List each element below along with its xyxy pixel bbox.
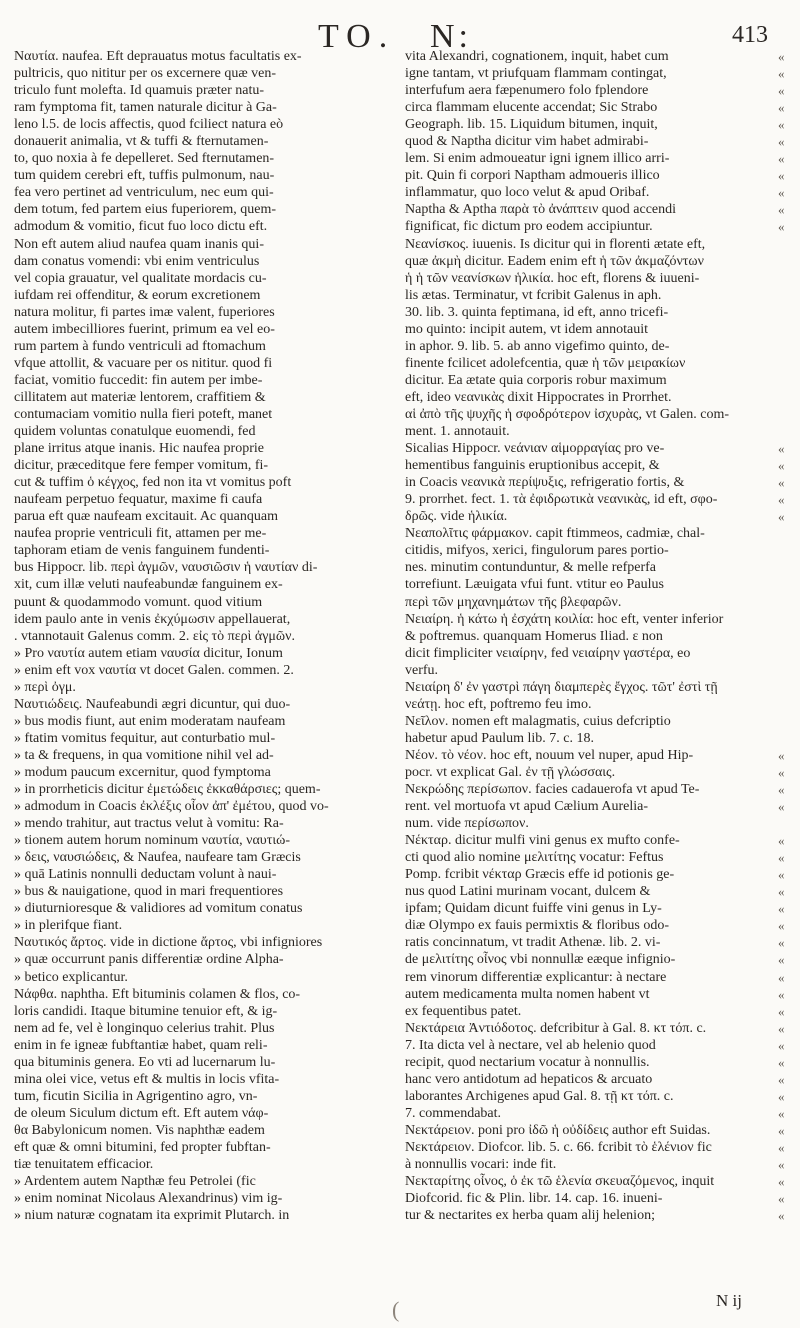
margin-quote-mark: « xyxy=(778,475,785,491)
margin-quote-mark: « xyxy=(778,1003,785,1019)
right-column-line: verfu. xyxy=(405,662,439,678)
margin-quote-mark: « xyxy=(778,884,785,900)
left-column-line: Ναυτία. naufea. Eft deprauatus motus facultatis ex- xyxy=(14,49,302,64)
margin-quote-mark: « xyxy=(778,134,785,150)
right-column-line: ἡ ἡ τῶν νεανίσκων ἡλικία. hoc eft, florens & iuueni- xyxy=(405,270,700,286)
right-column-line: hementibus fanguinis eruptionibus accepit, & xyxy=(405,458,660,474)
margin-quote-mark: « xyxy=(778,952,785,968)
margin-quote-mark: « xyxy=(778,117,785,133)
right-column-line: περὶ τῶν μηχανημάτων τῆς βλεφαρῶν. xyxy=(405,594,622,610)
left-column-line: iufdam rei offenditur, & eorum excretionem xyxy=(14,287,261,303)
margin-quote-mark xyxy=(778,236,798,253)
page-number: 413 xyxy=(732,22,768,48)
margin-quote-mark: « xyxy=(778,1088,785,1104)
left-column-line: » in plerifque fiant. xyxy=(14,918,123,934)
margin-quote-mark: « xyxy=(778,509,785,525)
left-column-line: tiæ tenuitatem efficacior. xyxy=(14,1157,154,1173)
right-column-line: interfufum aera fæpenumero folo fplendore xyxy=(405,83,649,99)
left-column-line: dam conatus vomendi: vbi enim ventriculus xyxy=(14,253,260,269)
left-column-line: » diuturnioresque & validiores ad vomitum conatus xyxy=(14,901,303,917)
right-column-line: αἱ ἀπὸ τῆς ψυχῆς ἡ σφοδρότερον ἰσχυρὰς, vt Galen. com- xyxy=(405,406,730,422)
margin-quote-mark: « xyxy=(778,918,785,934)
margin-quote-mark xyxy=(778,372,798,389)
left-column-line: » ta & frequens, in qua vomitione nihil vel ad- xyxy=(14,747,274,763)
margin-quote-mark: « xyxy=(778,969,785,985)
left-column-line: leno l.5. de locis affectis, quod fciliect natura eò xyxy=(14,117,284,133)
margin-quote-mark: « xyxy=(778,1191,785,1207)
right-column-line: ex fequentibus patet. xyxy=(405,1003,522,1019)
right-column-line: 7. Ita dicta vel à nectare, vel ab helenio quod xyxy=(405,1037,656,1053)
right-column-line: num. vide περίσωπον. xyxy=(405,816,529,832)
margin-quote-mark: « xyxy=(778,1157,785,1173)
right-column-line: hanc vero antidotum ad hepaticos & arcuato xyxy=(405,1071,653,1087)
right-column-line: vita Alexandri, cognationem, inquit, habet cum xyxy=(405,49,669,64)
right-column-line: Νειαίρη. ἡ κάτω ἡ ἐσχάτη κοιλία: hoc eft, venter inferior xyxy=(405,611,724,627)
right-column-line: autem medicamenta multa nomen habent vt xyxy=(405,986,650,1002)
margin-quote-mark: « xyxy=(778,441,785,457)
left-column-line: bus Hippocr. lib. περὶ ἀγμῶν, ναυσιῶσιν ἡ ναυτίαν di- xyxy=(14,560,318,576)
right-column-line: lis ætas. Terminatur, vt fcribit Galenus in aph. xyxy=(405,287,662,303)
margin-quote-mark: « xyxy=(778,764,785,780)
margin-quote-mark xyxy=(778,423,798,440)
left-column-line: Ναυτικός ἄρτος. vide in dictione ἄρτος, vbi infigniores xyxy=(14,935,323,951)
margin-quote-mark: « xyxy=(778,219,785,235)
right-column-line: Νεκτάρεια Ἀντιόδοτος. defcribitur à Gal. 8. κτ τόπ. c. xyxy=(405,1020,707,1036)
running-head xyxy=(0,18,800,55)
left-column-line: » Pro ναυτία autem etiam ναυσία dicitur, Ionum xyxy=(14,645,283,661)
left-column-line: » quæ occurrunt panis differentiæ ordine Alpha- xyxy=(14,952,284,968)
left-column-line: Non eft autem aliud naufea quam inanis qui- xyxy=(14,236,264,252)
margin-quote-mark xyxy=(778,270,798,287)
running-head-right: N: xyxy=(430,18,472,55)
left-column-line: Ναυτιώδεις. Naufeabundi ægri dicuntur, qui duo- xyxy=(14,696,291,712)
margin-quote-mark: « xyxy=(778,1020,785,1036)
margin-quote-mark: « xyxy=(778,100,785,116)
left-column-line: » περὶ ὀγμ. xyxy=(14,679,76,695)
right-column-line: pocr. vt explicat Gal. ἐν τῇ γλώσσαις. xyxy=(405,764,616,780)
margin-quote-mark: « xyxy=(778,1105,785,1121)
left-column-line: » admodum in Coacis ἐκλέξις οἷον ἀπ' ἐμέτου, quod vo- xyxy=(14,799,329,815)
left-column-line: puunt & quodammodo vomunt. quod vitium xyxy=(14,594,263,610)
left-column-line: dicitur, præceditque fere femper vomitum, fi- xyxy=(14,458,269,474)
bottom-mark: ( xyxy=(392,1297,400,1322)
left-column-line: » mendo trahitur, aut tractus velut à vomitu: Ra- xyxy=(14,816,284,832)
left-column-line: qua bituminis genera. Eo vti ad lucernarum lu- xyxy=(14,1054,276,1070)
left-column-line: parua eft quæ naufeam excitauit. Ac quanquam xyxy=(14,509,278,525)
right-column-line: pit. Quin fi corpori Naptham admoueris illico xyxy=(405,168,660,184)
left-column-line: vfque attollit, & vacuare per os nititur. quod fi xyxy=(14,355,273,371)
right-column-line: 9. prorrhet. fect. 1. τὰ ἐφιδρωτικὰ νεανικὰς, id eft, σφο- xyxy=(405,492,718,508)
right-column-line: Νεκτάρειον. Diofcor. lib. 5. c. 66. fcribit τὸ ἑλένιον fic xyxy=(405,1140,712,1155)
margin-quote-mark: « xyxy=(778,850,785,866)
left-column-line: loris candidi. Itaque bitumine tenuior eft, & ig- xyxy=(14,1003,278,1019)
left-column-line: cut & tuffim ὁ κέγχος, fed non ita vt vomitus poft xyxy=(14,475,292,491)
margin-quote-mark: « xyxy=(778,83,785,99)
left-column-line: faciat, vomitio fuccedit: fin autem per imbe- xyxy=(14,372,263,388)
left-column-line: xit, cum illæ veluti naufeabundæ fanguinem ex- xyxy=(14,577,283,593)
right-column-line: rent. vel mortuofa vt apud Cælium Aurelia- xyxy=(405,799,649,815)
margin-quote-mark: « xyxy=(778,49,785,64)
right-column-line: 7. commendabat. xyxy=(405,1105,502,1121)
left-column-line: tum quidem cerebri eft, tuffis pulmonum, nau- xyxy=(14,168,275,184)
margin-quote-mark xyxy=(778,576,798,593)
left-column-line: ram fymptoma fit, tamen naturale dicitur à Ga- xyxy=(14,100,277,116)
right-column-line: Geograph. lib. 15. Liquidum bitumen, inquit, xyxy=(405,117,658,133)
margin-quote-mark xyxy=(778,696,798,713)
left-column-line: » betico explicantur. xyxy=(14,969,128,985)
right-column-line: citidis, mifyos, xerici, fingulorum pares portio- xyxy=(405,543,669,559)
left-column-line: de oleum Siculum dictum eft. Eft autem νάφ- xyxy=(14,1105,269,1121)
right-column-line: inflammatur, quo loco velut & apud Oribaf. xyxy=(405,185,650,201)
margin-quote-mark: « xyxy=(778,1071,785,1087)
right-column xyxy=(405,48,771,1224)
right-column-line: Νεαπολῖτις φάρμακον. capit ftimmeos, cadmiæ, chal- xyxy=(405,526,705,542)
right-column-line: tur & nectarites ex herba quam alij helenion; xyxy=(405,1208,655,1224)
left-column-line: quidem voluntas conatulque euomendi, fed xyxy=(14,424,256,440)
margin-quote-mark xyxy=(778,304,798,321)
margin-quote-mark: « xyxy=(778,799,785,815)
left-column-line: . vtannotauit Galenus comm. 2. εἰς τὸ περὶ ἀγμῶν. xyxy=(14,628,295,644)
right-column-line: finente fcilicet adolefcentia, quæ ἡ τῶν μειρακίων xyxy=(405,355,686,371)
left-column-line: admodum & vomitio, ficut fuo loco dictu eft. xyxy=(14,219,268,235)
margin-quote-mark xyxy=(778,679,798,696)
right-column-line: Νέον. τὸ νέον. hoc eft, nouum vel nuper, apud Hip- xyxy=(405,747,694,763)
left-column-line: taphoram etiam de venis fanguinem fundenti- xyxy=(14,543,270,559)
right-column-line: Νέκταρ. dicitur mulfi vini genus ex mufto confe- xyxy=(405,833,680,849)
margin-quote-mark xyxy=(778,542,798,559)
margin-quote-mark xyxy=(778,355,798,372)
right-column-line: eft, ideo νεανικὰς dixit Hippocrates in Prorrhet. xyxy=(405,389,672,405)
margin-quote-mark xyxy=(778,287,798,304)
margin-quote-mark: « xyxy=(778,833,785,849)
margin-quote-mark: « xyxy=(778,901,785,917)
margin-quote-mark xyxy=(778,611,798,628)
left-column-line: triculo funt molefta. Id quamuis præter natu- xyxy=(14,83,264,99)
right-column-line: nus quod Latini murinam vocant, dulcem & xyxy=(405,884,651,900)
margin-quote-mark: « xyxy=(778,66,785,82)
left-column-line: tum, ficutin Sicilia in Agrigentino agro, vn- xyxy=(14,1088,258,1104)
left-column-line: » quā Latinis nonnulli deductam volunt à naui- xyxy=(14,867,277,883)
right-column-line: Νεκτάρειον. poni pro ἰδῶ ἡ οὐδίδεις author eft Suidas. xyxy=(405,1122,711,1138)
left-column-line: » bus modis fiunt, aut enim moderatam naufeam xyxy=(14,713,286,729)
right-column-line: lem. Si enim admoueatur igni ignem illico arri- xyxy=(405,151,670,167)
right-column-line: ment. 1. annotauit. xyxy=(405,424,510,440)
margin-quote-mark xyxy=(778,730,798,747)
left-column-line: » Ardentem autem Napthæ feu Petrolei (fic xyxy=(14,1174,256,1190)
right-column-line: laborantes Archigenes apud Gal. 8. τῇ κτ τόπ. c. xyxy=(405,1088,674,1104)
margin-quote-mark: « xyxy=(778,1208,785,1224)
right-column-line: in aphor. 9. lib. 5. ab anno vigefimo quinto, de- xyxy=(405,338,670,354)
left-column-line: natura molitur, fi partes imæ valent, fuperiores xyxy=(14,304,275,320)
margin-quote-mark: « xyxy=(778,185,785,201)
right-column-line: à nonnullis vocari: inde fit. xyxy=(405,1157,557,1173)
margin-quote-mark xyxy=(778,253,798,270)
right-column-line: quæ ἀκμὴ dicitur. Eadem enim eft ἡ τῶν ἀκμαζόντων xyxy=(405,253,704,269)
right-column-line: in Coacis νεανικὰ περίψυξις, refrigeratio fortis, & xyxy=(405,475,685,491)
margin-quote-mark xyxy=(778,628,798,645)
margin-quote-mark: « xyxy=(778,492,785,508)
margin-quote-mark: « xyxy=(778,151,785,167)
margin-quote-mark xyxy=(778,525,798,542)
left-column-line: vel copia grauatur, vel qualitate mordacis cu- xyxy=(14,270,267,286)
margin-quote-mark xyxy=(778,338,798,355)
right-column-line: Νεκρώδης περίσωπον. facies cadauerofa vt apud Te- xyxy=(405,782,700,798)
margin-quote-mark xyxy=(778,406,798,423)
margin-quote-mark xyxy=(778,389,798,406)
margin-quote-mark: « xyxy=(778,1140,785,1155)
left-column-line: plane irritus atque inanis. Hic naufea proprie xyxy=(14,441,264,457)
margin-quote-mark xyxy=(778,645,798,662)
margin-quote-mark xyxy=(778,321,798,338)
right-column-line: fignificat, fic dictum pro eodem accipiuntur. xyxy=(405,219,653,235)
right-column-line: quod & Naptha dicitur vim habet admirabi- xyxy=(405,134,649,150)
right-column-line: dicitur. Ea ætate quia corporis robur maximum xyxy=(405,372,667,388)
margin-quote-mark: « xyxy=(778,935,785,951)
left-column-line: θα Babylonicum nomen. Vis naphthæ eadem xyxy=(14,1122,265,1138)
right-column-line: δρῶς. vide ἡλικία. xyxy=(405,509,508,525)
right-column-line: de μελιτίτης οἶνος vbi nonnullæ eæque infignio- xyxy=(405,952,676,968)
margin-quote-mark: « xyxy=(778,458,785,474)
right-column-line: torrefiunt. Læuigata vfui funt. vtitur eo Paulus xyxy=(405,577,664,593)
right-column-line: nes. minutim contunduntur, & melle refperfa xyxy=(405,560,656,576)
right-column-line: cti quod alio nomine μελιτίτης vocatur: Feftus xyxy=(405,850,664,866)
right-column-line: ipfam; Quidam dicunt fuiffe vini genus in Ly- xyxy=(405,901,662,917)
left-column-line: » in prorrheticis dicitur ἐμετώδεις ἐκκαθάρσιες; quem- xyxy=(14,782,321,798)
left-column-line: dem totum, fed partem eius fuperiorem, quem- xyxy=(14,202,277,218)
right-column-line: dicit fimpliciter νειαίρην, fed νειαίρην γαστέρα, eo xyxy=(405,645,691,661)
margin-quote-mark xyxy=(778,662,798,679)
right-column-line: ratis concinnatum, vt tradit Athenæ. lib. 2. vi- xyxy=(405,935,661,951)
margin-quote-mark xyxy=(778,713,798,730)
right-column-line: Naptha & Aptha παρὰ τὸ ἀνάπτειν quod accendi xyxy=(405,202,677,218)
left-column-line: to, quo noxia à fe depelleret. Sed fternutamen- xyxy=(14,151,275,167)
right-column-line: Νεανίσκος. iuuenis. Is dicitur qui in florenti ætate eft, xyxy=(405,236,706,252)
right-column-line: mo quinto: incipit autem, vt idem annotauit xyxy=(405,321,649,337)
right-column-line: νεάτῃ. hoc eft, poftremo feu imo. xyxy=(405,696,592,712)
margin-quote-mark: « xyxy=(778,1054,785,1070)
right-column-line: igne tantam, vt priufquam flammam contingat, xyxy=(405,66,667,82)
right-column-line: Νειαίρη δ' ἐν γαστρὶ πάγη διαμπερὲς ἔγχος. τῶτ' ἐστὶ τῇ xyxy=(405,679,718,695)
margin-quote-mark xyxy=(778,559,798,576)
left-column-line: fea vero pertinet ad ventriculum, nec eum qui- xyxy=(14,185,274,201)
margin-quote-mark: « xyxy=(778,867,785,883)
right-column-line: diæ Olympo ex fauis permixtis & floribus odo- xyxy=(405,918,670,934)
margin-quote-mark: « xyxy=(778,782,785,798)
margin-quote-mark: « xyxy=(778,986,785,1002)
signature-mark: N ij xyxy=(716,1291,742,1310)
margin-quote-mark: « xyxy=(778,168,785,184)
left-column-line: » ftatim vomitus fequitur, aut conturbatio mul- xyxy=(14,730,276,746)
right-column-line: Pomp. fcribit νέκταρ Græcis effe id potionis ge- xyxy=(405,867,675,883)
left-column-line: autem imbecilliores fuerint, primum ea vel eo- xyxy=(14,321,275,337)
left-column-line: cillitatem aut materiæ lentorem, craffitiem & xyxy=(14,389,266,405)
left-column-line: » bus & nauigatione, quod in mari frequentiores xyxy=(14,884,284,900)
left-column-line: eft quæ & omni bitumini, fed propter fubftan- xyxy=(14,1140,271,1155)
right-column-line: habetur apud Paulum lib. 7. c. 18. xyxy=(405,730,594,746)
left-column-line: » enim nominat Nicolaus Alexandrinus) vim ig- xyxy=(14,1191,283,1207)
right-column-line: Diofcorid. fic & Plin. libr. 14. cap. 16. inueni- xyxy=(405,1191,663,1207)
right-column-line: Νεῖλον. nomen eft malagmatis, cuius defcriptio xyxy=(405,713,671,729)
running-head-left: TO. xyxy=(318,18,396,55)
margin-quote-mark xyxy=(778,815,798,832)
right-column-line: rem vinorum differentiæ explicantur: à nectare xyxy=(405,969,667,985)
margin-quote-mark: « xyxy=(778,1037,785,1053)
left-column-line: idem paulo ante in venis ἐκχύμωσιν appellauerat, xyxy=(14,611,291,627)
left-column-line: naufeam perpetuo fequatur, maxime fi caufa xyxy=(14,492,263,508)
margin-quote-mark: « xyxy=(778,747,785,763)
left-column-line: nem ad fe, vel è longinquo celerius trahit. Plus xyxy=(14,1020,275,1036)
left-column-line: donauerit animalia, vt & tuffi & fternutamen- xyxy=(14,134,269,150)
margin-quote-mark xyxy=(778,594,798,611)
left-column-line: naufea proprie ventriculi fit, attamen per me- xyxy=(14,526,267,542)
right-column-line: circa flammam elucente accendat; Sic Strabo xyxy=(405,100,658,116)
left-column-line: » modum paucum excernitur, quod fymptoma xyxy=(14,764,271,780)
margin-quote-mark: « xyxy=(778,1174,785,1190)
left-column-line: rum partem à fundo ventriculi ad ftomachum xyxy=(14,338,266,354)
left-column-line: » enim eft vox ναυτία vt docet Galen. commen. 2. xyxy=(14,662,294,678)
right-column-line: 30. lib. 3. quinta feptimana, id eft, anno tricefi- xyxy=(405,304,669,320)
margin-quote-mark: « xyxy=(778,1122,785,1138)
left-column-line: pultricis, quo nititur per os excernere quæ ven- xyxy=(14,66,277,82)
right-column-line: recipit, quod nectarium vocatur à nonnullis. xyxy=(405,1054,650,1070)
left-column-line: contumaciam vomitio nulla fieri poteft, manet xyxy=(14,406,273,422)
left-column-line: » nium naturæ cognatam ita exprimit Plutarch. in xyxy=(14,1208,290,1224)
left-column-line: enim in fe igneæ fubftantiæ habet, quam reli- xyxy=(14,1037,268,1053)
right-column-line: & poftremus. quanquam Homerus Iliad. ε non xyxy=(405,628,663,644)
margin-quote-marks xyxy=(778,48,798,1224)
right-column-line: Sicalias Hippocr. νεάνιαν αἱμορραγίας pro ve- xyxy=(405,441,665,457)
margin-quote-mark: « xyxy=(778,202,785,218)
left-column-line: mina olei vice, vetus eft & multis in locis vfita- xyxy=(14,1071,280,1087)
left-column xyxy=(14,48,394,1224)
right-column-line: Νεκταρίτης οἶνος, ὁ ἐκ τῶ ἑλενία σκευαζόμενος, inquit xyxy=(405,1174,715,1190)
left-column-line: » tionem autem horum nominum ναυτία, ναυτιώ- xyxy=(14,833,291,849)
left-column-line: » δεις, ναυσιώδεις, & Naufea, naufeare tam Græcis xyxy=(14,850,301,866)
left-column-line: Νάφθα. naphtha. Eft bituminis colamen & flos, co- xyxy=(14,986,301,1002)
